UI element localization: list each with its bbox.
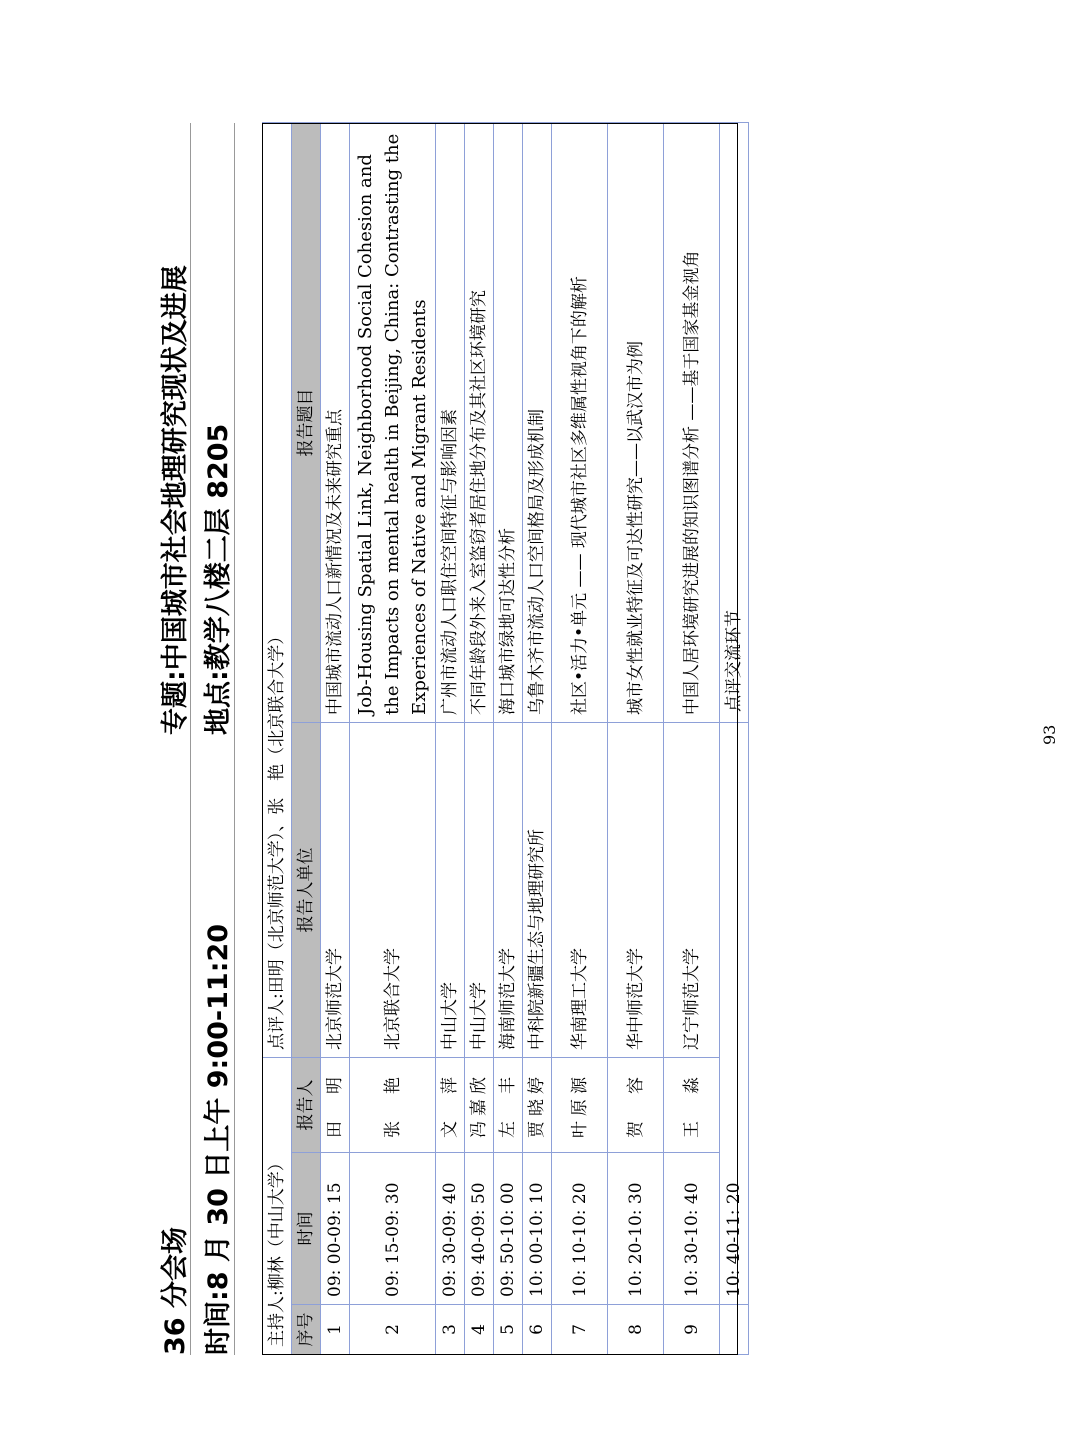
col-affiliation-header: 报告人单位 (292, 722, 321, 1057)
col-time-header: 时间 (292, 1153, 321, 1305)
col-speaker-header: 报告人 (292, 1057, 321, 1152)
table-row (436, 122, 465, 1354)
closing-empty-cell (720, 1305, 749, 1355)
row-time: 09: 30-09: 40 (436, 1153, 465, 1305)
time-line: 时间:8 月 30 日上午 9:00-11:20 (203, 923, 234, 1355)
row-title: 中国城市流动人口新情况及未来研究重点 (321, 122, 350, 722)
row-speaker: 张 艳 (350, 1057, 436, 1152)
row-speaker: 左 丰 (494, 1057, 523, 1152)
schedule-table (262, 122, 749, 1355)
row-time: 10: 30-10: 40 (664, 1153, 720, 1305)
row-title: 社区•活力•单元 —— 现代城市社区多维属性视角下的解析 (552, 122, 608, 722)
row-time: 09: 15-09: 30 (350, 1153, 436, 1305)
row-time: 10: 20-10: 30 (608, 1153, 664, 1305)
row-number: 5 (494, 1305, 523, 1355)
table-row (465, 122, 494, 1354)
row-time: 09: 40-09: 50 (465, 1153, 494, 1305)
row-affiliation: 华中师范大学 (608, 722, 664, 1057)
row-speaker: 叶原源 (552, 1057, 608, 1152)
closing-time: 10: 40-11: 20 (720, 722, 749, 1304)
row-title: 海口城市绿地可达性分析 (494, 122, 523, 722)
header-rule-1 (190, 123, 191, 1355)
session-title: 36 分会场 (160, 1227, 191, 1355)
table-row (350, 122, 436, 1354)
row-number: 8 (608, 1305, 664, 1355)
row-time: 09: 00-09: 15 (321, 1153, 350, 1305)
row-time: 10: 00-10: 10 (523, 1153, 552, 1305)
col-title-header: 报告题目 (292, 122, 321, 722)
table-row (664, 122, 720, 1354)
row-affiliation: 海南师范大学 (494, 722, 523, 1057)
header-rule-2 (234, 123, 235, 1355)
table-row (523, 122, 552, 1354)
row-speaker: 文 萍 (436, 1057, 465, 1152)
row-title: Job-Housing Spatial Link, Neighborhood Social Cohesion and the Impacts on mental health in Beijing, China: Contrasting the Experiences of Native and Migrant Residents (350, 122, 436, 722)
row-title: 不同年龄段外来入室盗窃者居住地分布及其社区环境研究 (465, 122, 494, 722)
row-affiliation: 辽宁师范大学 (664, 722, 720, 1057)
hosts-row (263, 122, 292, 1354)
row-number: 1 (321, 1305, 350, 1355)
row-number: 3 (436, 1305, 465, 1355)
row-speaker: 冯嘉欣 (465, 1057, 494, 1152)
topic-title: 专题:中国城市社会地理研究现状及进展 (160, 265, 191, 735)
row-number: 2 (350, 1305, 436, 1355)
page-number: 93 (1040, 724, 1059, 745)
row-affiliation: 北京联合大学 (350, 722, 436, 1057)
row-affiliation: 中山大学 (465, 722, 494, 1057)
row-number: 4 (465, 1305, 494, 1355)
row-speaker: 王 淼 (664, 1057, 720, 1152)
chair-cell: 主持人:柳林（中山大学） (263, 1057, 292, 1354)
row-title: 中国人居环境研究进展的知识图谱分析 ——基于国家基金视角 (664, 122, 720, 722)
row-time: 09: 50-10: 00 (494, 1153, 523, 1305)
column-header-row (292, 122, 321, 1354)
row-title: 广州市流动人口职住空间特征与影响因素 (436, 122, 465, 722)
row-speaker: 田 明 (321, 1057, 350, 1152)
row-number: 6 (523, 1305, 552, 1355)
table-row (494, 122, 523, 1354)
row-time: 10: 10-10: 20 (552, 1153, 608, 1305)
row-speaker: 贾晓婷 (523, 1057, 552, 1152)
closing-row (720, 122, 749, 1354)
row-affiliation: 中科院新疆生态与地理研究所 (523, 722, 552, 1057)
row-number: 7 (552, 1305, 608, 1355)
col-no-header: 序号 (292, 1305, 321, 1355)
row-title: 乌鲁木齐市流动人口空间格局及形成机制 (523, 122, 552, 722)
table-row (552, 122, 608, 1354)
row-number: 9 (664, 1305, 720, 1355)
row-affiliation: 北京师范大学 (321, 722, 350, 1057)
row-affiliation: 中山大学 (436, 722, 465, 1057)
row-title: 城市女性就业特征及可达性研究——以武汉市为例 (608, 122, 664, 722)
row-affiliation: 华南理工大学 (552, 722, 608, 1057)
table-row (321, 122, 350, 1354)
row-speaker: 贺 容 (608, 1057, 664, 1152)
table-row (608, 122, 664, 1354)
commentators-cell: 点评人:田明（北京师范大学）、张 艳（北京联合大学） (263, 122, 292, 1057)
closing-label: 点评交流环节 (720, 122, 749, 722)
venue-line: 地点:教学八楼二层 8205 (203, 423, 234, 735)
